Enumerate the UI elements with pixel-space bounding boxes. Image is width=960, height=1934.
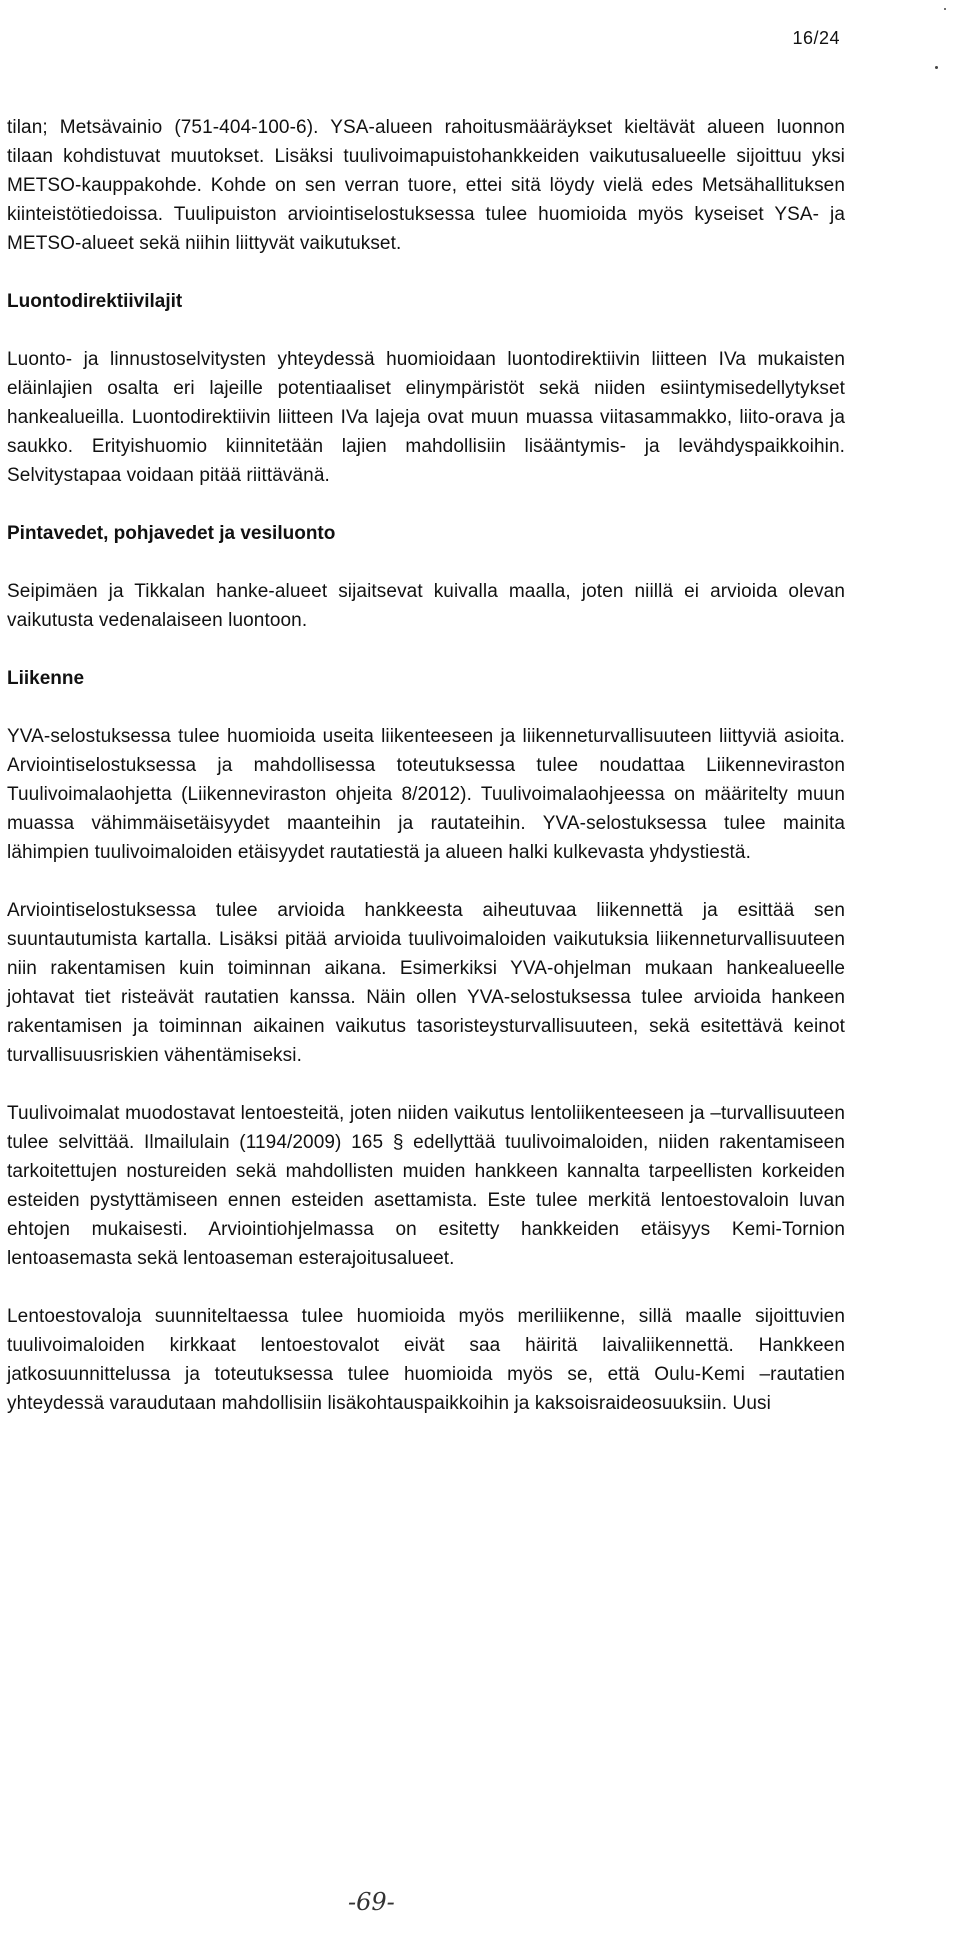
document-body [7, 113, 845, 1418]
spacer [7, 258, 845, 287]
spacer [7, 1273, 845, 1302]
paragraph-luontodirektiivi: Luonto- ja linnustoselvitysten yhteydessä huomioidaan luontodirektiivin liitteen IVa mukaisten eläinlajien osalta eri lajeille potentiaaliset elinympäristöt sekä niiden esiintymisedellytykset hankealueilla. Luontodirektiivin liitteen IVa lajeja ovat muun muassa viitasammakko, liito-orava ja saukko. Erityishuomio kiinnitetään lajien mahdollisiin lisääntymis- ja levähdyspaikkoihin. Selvitystapaa voidaan pitää riittävänä. [7, 349, 845, 486]
scan-speck [944, 8, 946, 10]
heading-pintavedet: Pintavedet, pohjavedet ja vesiluonto [7, 523, 336, 544]
scan-speck [935, 66, 938, 69]
page-number: 16/24 [792, 28, 840, 48]
spacer [7, 316, 845, 345]
paragraph-ysa-metso: tilan; Metsävainio (751-404-100-6). YSA-alueen rahoitusmääräykset kieltävät alueen luonnon tilaan kohdistuvat muutokset. Lisäksi tuulivoimapuistohankkeiden vaikutusalueelle sijoittuu yksi METSO-kauppakohde. Kohde on sen verran tuore, ettei sitä löydy vielä edes Metsähallituksen kiinteistötiedoissa. Tuulipuiston arviointiselostuksessa tulee huomioida myös kyseiset YSA- ja METSO-alueet sekä niihin liittyvät vaikutukset. [7, 117, 845, 254]
paragraph-arviointi-liikenne: Arviointiselostuksessa tulee arvioida hankkeesta aiheutuvaa liikennettä ja esittää sen suuntautumista kartalla. Lisäksi pitää arvioida tuulivoimaloiden vaikutuksia liikenneturvallisuuteen niin rakentamisen kuin toiminnan aikana. Esimerkiksi YVA-ohjelman mukaan hankealueelle johtavat tiet risteävät rautatien kanssa. Näin ollen YVA-selostuksessa tulee arvioida hankeen rakentamisen ja toiminnan aikainen vaikutus tasoristeysturvallisuuteen, sekä esitettävä keinot turvallisuusriskien vähentämiseksi. [7, 900, 845, 1066]
heading-luontodirektiivilajit: Luontodirektiivilajit [7, 291, 183, 312]
paragraph-lentoestovalot: Lentoestovaloja suunniteltaessa tulee huomioida myös meriliikenne, sillä maalle sijoittuvien tuulivoimaloiden kirkkaat lentoestovalot eivät saa häiritä laivaliikennettä. Hankkeen jatkosuunnittelussa ja toteutuksessa tulee huomioida myös se, että Oulu-Kemi –rautatien yhteydessä varaudutaan mahdollisiin lisäkohtauspaikkoihin ja kaksoisraideosuuksiin. Uusi [7, 1306, 845, 1414]
handwritten-page-mark: -69- [348, 1888, 395, 1916]
spacer [7, 693, 845, 722]
paragraph-yva-liikenne: YVA-selostuksessa tulee huomioida useita liikenteeseen ja liikenneturvallisuuteen liittyviä asioita. Arviointiselostuksessa ja mahdollisessa toteutuksessa tulee noudattaa Liikenneviraston Tuulivoimalaohjetta (Liikenneviraston ohjeita 8/2012). Tuulivoimalaohjeessa on määritelty muun muassa vähimmäisetäisyydet maanteihin ja rautateihin. YVA-selostuksessa tulee mainita lähimpien tuulivoimaloiden etäisyydet rautatiestä ja alueen halki kulkevasta yhdystiestä. [7, 726, 845, 863]
heading-liikenne: Liikenne [7, 668, 85, 689]
paragraph-vesiluonto: Seipimäen ja Tikkalan hanke-alueet sijaitsevat kuivalla maalla, joten niillä ei arvioida olevan vaikutusta vedenalaiseen luontoon. [7, 581, 845, 631]
spacer [7, 490, 845, 519]
spacer [7, 1070, 845, 1099]
spacer [7, 548, 845, 577]
paragraph-lentoesteet: Tuulivoimalat muodostavat lentoesteitä, joten niiden vaikutus lentoliikenteeseen ja –turvallisuuteen tulee selvittää. Ilmailulain (1194/2009) 165 § edellyttää tuulivoimaloiden, niiden rakentamiseen tarkoitettujen nostureiden sekä mahdollisten muiden hankkeen kannalta tarpeellisten korkeiden esteiden pystyttämiseen ennen esteiden asettamista. Este tulee merkitä lentoestovaloin luvan ehtojen mukaisesti. Arviointiohjelmassa on esitetty hankkeiden etäisyys Kemi-Tornion lentoasemasta sekä lentoaseman esterajoitusalueet. [7, 1103, 845, 1269]
spacer [7, 635, 845, 664]
spacer [7, 867, 845, 896]
